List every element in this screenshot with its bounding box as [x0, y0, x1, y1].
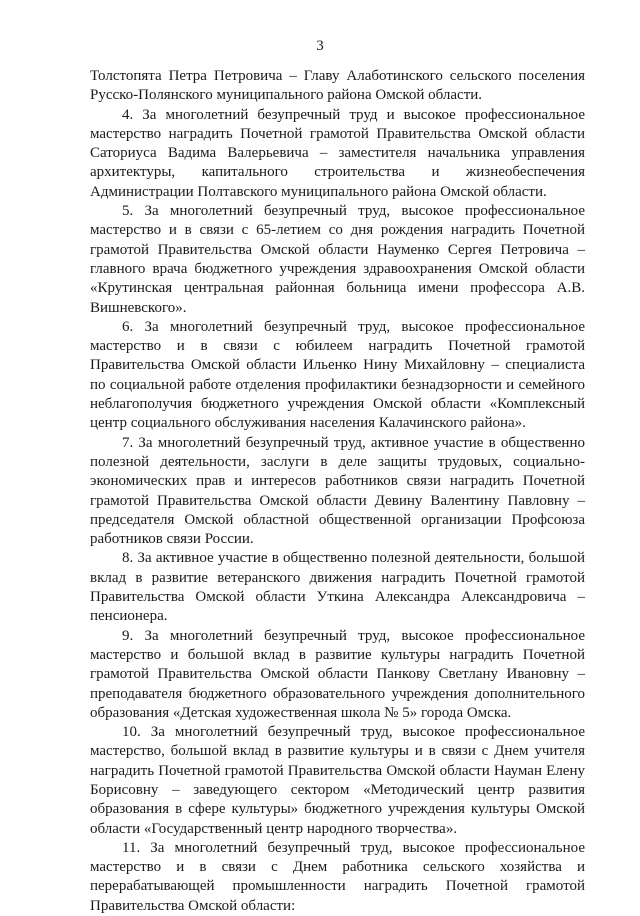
- paragraph-item-10: 10. За многолетний безупречный труд, высокое профессиональное мастерство, большой вклад в развитие культуры и в связи с Днем учителя наградить Почетной грамотой Правительства Омской области Науман Елену Борисовну – заведующего сектором «Методический центр развития образования в сфере культуры» бюджетного учреждения культуры Омской области «Государственный центр народного творчества».: [90, 724, 585, 837]
- document-body: [90, 67, 585, 916]
- page-number: 3: [316, 38, 324, 54]
- paragraph-item-7: 7. За многолетний безупречный труд, активное участие в общественно полезной деятельности, заслуги в деле защиты трудовых, социально-экономических прав и интересов работников связи наградить Почетной грамотой Правительства Омской области Девину Валентину Павловну – председателя Омской областной общественной организации Профсоюза работников связи России.: [90, 434, 585, 548]
- paragraph-item-8: 8. За активное участие в общественно полезной деятельности, большой вклад в развитие ветеранского движения наградить Почетной грамотой Правительства Омской области Уткина Александра Александровича – пенсионера.: [90, 550, 585, 625]
- paragraph-continuation: Толстопята Петра Петровича – Главу Алаботинского сельского поселения Русско-Полянского муниципального района Омской области.: [90, 68, 585, 104]
- paragraph-item-6: 6. За многолетний безупречный труд, высокое профессиональное мастерство и в связи с юбилеем наградить Почетной грамотой Правительства Омской области Ильенко Нину Михайловну – специалиста по социальной работе отделения профилактики безнадзорности и семейного неблагополучия бюджетного учреждения Омской области «Комплексный центр социального обслуживания населения Калачинского района».: [90, 318, 585, 432]
- paragraph-item-4: 4. За многолетний безупречный труд и высокое профессиональное мастерство наградить Почетной грамотой Правительства Омской области Саториуса Вадима Валерьевича – заместителя начальника управления архитектуры, капитального строительства и жизнеобеспечения Администрации Полтавского муниципального района Омской области.: [90, 106, 585, 200]
- paragraph-item-5: 5. За многолетний безупречный труд, высокое профессиональное мастерство и в связи с 65-летием со дня рождения наградить Почетной грамотой Правительства Омской области Науменко Сергея Петровича – главного врача бюджетного учреждения здравоохранения Омской области «Крутинская центральная районная больница имени профессора А.В. Вишневского».: [90, 203, 585, 316]
- paragraph-item-9: 9. За многолетний безупречный труд, высокое профессиональное мастерство и большой вклад в развитие культуры наградить Почетной грамотой Правительства Омской области Панкову Светлану Ивановну – преподавателя бюджетного образовательного учреждения дополнительного образования «Детская художественная школа № 5» города Омска.: [90, 627, 585, 721]
- paragraph-item-11: 11. За многолетний безупречный труд, высокое профессиональное мастерство и в связи с Днем работника сельского хозяйства и перерабатывающей промышленности наградить Почетной грамотой Правительства Омской области:: [90, 839, 585, 914]
